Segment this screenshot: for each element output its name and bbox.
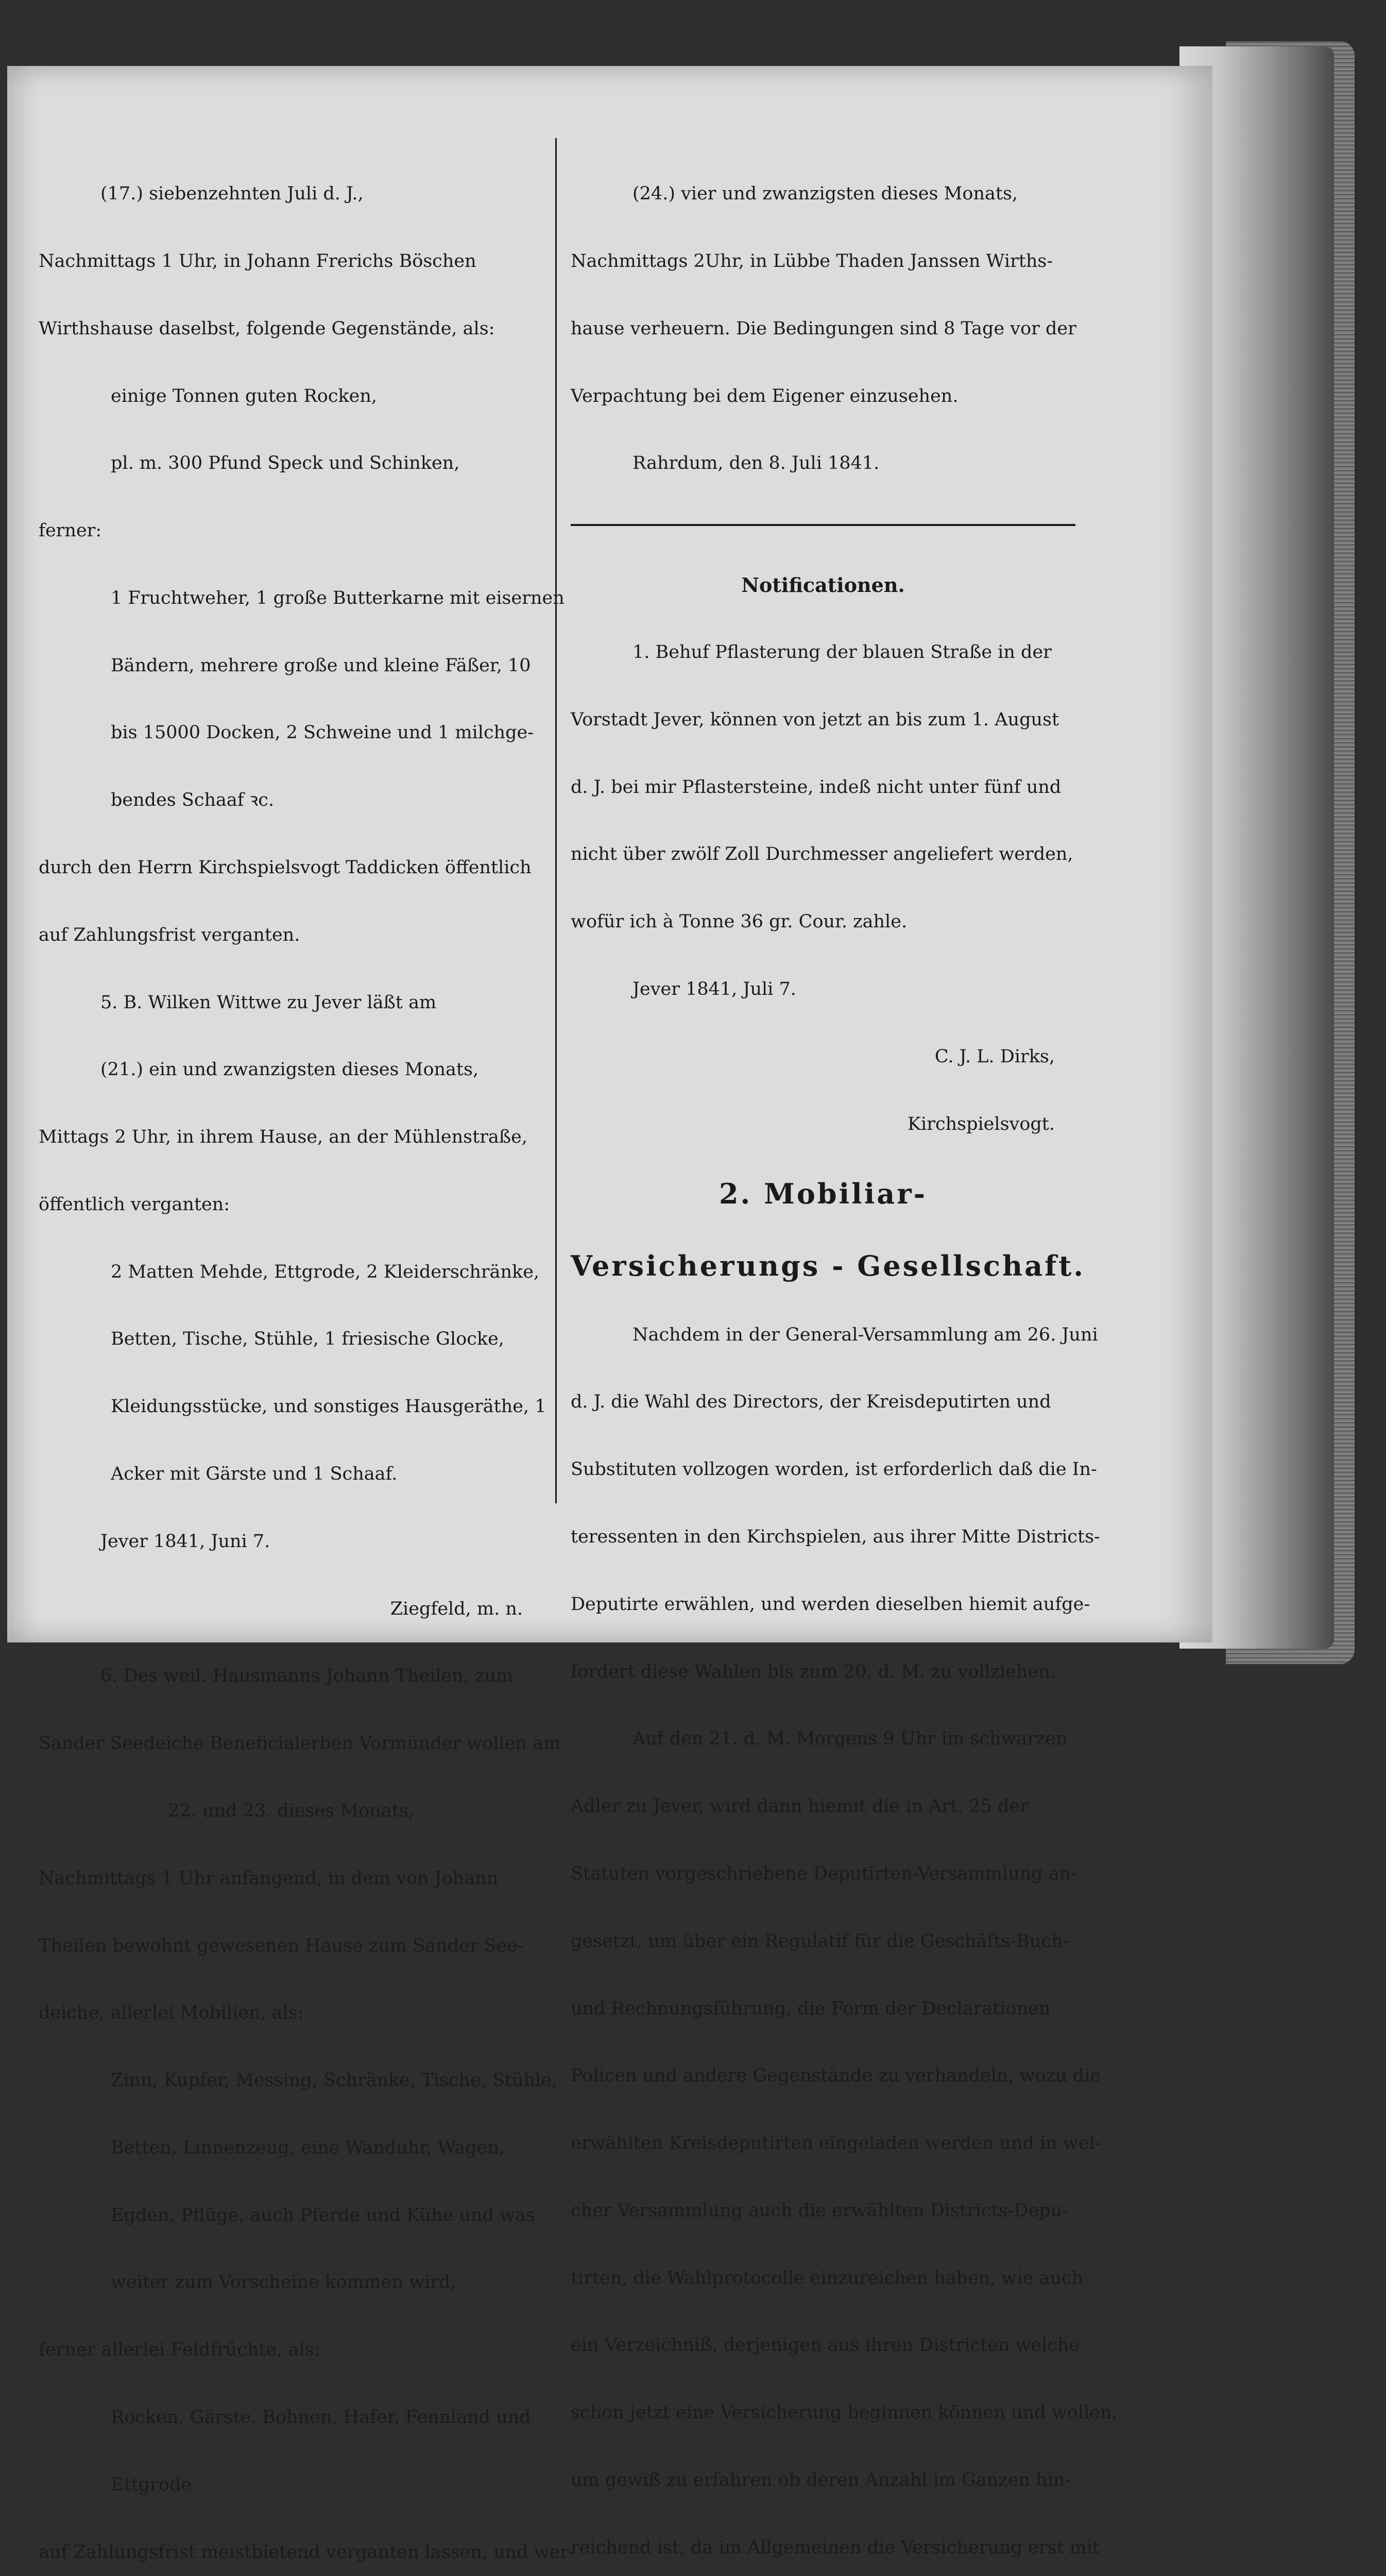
section-rule — [571, 524, 1075, 526]
text-line: auf Zahlungsfrist meistbietend verganten lassen, und wer- — [39, 2541, 575, 2563]
text-line: d. J. bei mir Pflastersteine, indeß nicht unter fünf und — [571, 776, 1062, 798]
text-line: tirten, die Wahlprotocolle einzureichen haben, wie auch — [571, 2267, 1084, 2289]
left-column — [39, 138, 575, 2576]
text-line: Substituten vollzogen worden, ist erforderlich daß die In- — [571, 1459, 1097, 1480]
text-line: Acker mit Gärste und 1 Schaaf. — [111, 1464, 398, 1485]
text-line: Jever 1841, Juni 7. — [100, 1531, 270, 1552]
text-line: wofür ich à Tonne 36 gr. Cour. zahle. — [571, 911, 908, 933]
text-line: Verpachtung bei dem Eigener einzusehen. — [571, 385, 959, 406]
text-line: 1. Behuf Pflasterung der blauen Straße in der — [632, 642, 1052, 663]
text-line: deiche, allerlei Mobilien, als: — [39, 2003, 304, 2024]
text-line: weiter zum Vorscheine kommen wird, — [111, 2272, 456, 2293]
text-line: 1 Fruchtweher, 1 große Butterkarne mit eisernen — [111, 587, 564, 608]
text-line: durch den Herrn Kirchspielsvogt Taddicken öffentlich — [39, 857, 532, 878]
text-line: Wirthshause daselbst, folgende Gegenstände, als: — [39, 318, 495, 339]
text-line: (24.) vier und zwanzigsten dieses Monats, — [632, 183, 1018, 205]
text-line: nicht über zwölf Zoll Durchmesser angeliefert werden, — [571, 844, 1073, 865]
text-line: Betten, Tische, Stühle, 1 friesische Glocke, — [111, 1329, 504, 1350]
text-line: Betten, Linnenzeug, eine Wanduhr, Wagen, — [111, 2137, 505, 2158]
text-line: 5. B. Wilken Wittwe zu Jever läßt am — [100, 992, 437, 1013]
text-line: Adler zu Jever, wird dann hiemit die in Art. 25 der — [571, 1796, 1029, 1817]
text-line: Rahrdum, den 8. Juli 1841. — [632, 453, 880, 474]
company-heading: Versicherungs - Gesellschaft. — [571, 1249, 1086, 1282]
text-line: Ettgrode — [111, 2474, 192, 2495]
text-line: Theilen bewohnt gewesenen Hause zum Sander See- — [39, 1935, 524, 1956]
text-line: Nachmittags 1 Uhr anfangend, in dem von Johann — [39, 1868, 499, 1889]
text-line: Nachmittags 2Uhr, in Lübbe Thaden Janssen Wirths- — [571, 250, 1053, 272]
text-line: teressenten in den Kirchspielen, aus ihrer Mitte Districts- — [571, 1527, 1100, 1548]
text-line: cher Versammlung auch die erwählten Districts-Depu- — [571, 2200, 1069, 2221]
column-divider — [555, 138, 557, 1503]
text-line: Deputirte erwählen, und werden dieselben hiemit aufge- — [571, 1594, 1090, 1615]
signature-line: Kirchspielsvogt. — [907, 1113, 1055, 1134]
text-line: gesetzt, um über ein Regulatif für die Geschäfts-Buch- — [571, 1930, 1069, 1952]
text-line: erwählten Kreisdeputirten eingeladen werden und in wel- — [571, 2133, 1101, 2154]
text-line: um gewiß zu erfahren ob deren Anzahl im Ganzen hin- — [571, 2469, 1071, 2490]
text-line: Statuten vorgeschriebene Deputirten-Versammlung an- — [571, 1863, 1077, 1884]
text-line: Kleidungsstücke, und sonstiges Hausgeräthe, 1 — [111, 1396, 546, 1417]
text-line: einige Tonnen guten Rocken, — [111, 385, 378, 406]
text-line: auf Zahlungsfrist verganten. — [39, 924, 300, 945]
text-line: ein Verzeichniß, derjenigen aus ihren Districten welche — [571, 2335, 1080, 2356]
text-line: Vorstadt Jever, können von jetzt an bis zum 1. August — [571, 709, 1059, 730]
text-line: Mittags 2 Uhr, in ihrem Hause, an der Mühlenstraße, — [39, 1127, 528, 1148]
text-line: ferner allerlei Feldfrüchte, als: — [39, 2340, 320, 2361]
text-line: bendes Schaaf ꝛc. — [111, 790, 275, 811]
text-line: und Rechnungsführung, die Form der Declarationen — [571, 1998, 1051, 2019]
signature-line: Ziegfeld, m. n. — [390, 1598, 523, 1619]
text-line: öffentlich verganten: — [39, 1194, 230, 1215]
text-line: (21.) ein und zwanzigsten dieses Monats, — [100, 1059, 479, 1080]
text-line: Rocken, Gärste, Bohnen, Hafer, Fennland und — [111, 2406, 531, 2428]
text-line: bis 15000 Docken, 2 Schweine und 1 milchge- — [111, 722, 534, 743]
text-line: Nachmittags 1 Uhr, in Johann Frerichs Böschen — [39, 250, 476, 272]
text-line: Auf den 21. d. M. Morgens 9 Uhr im schwarzen — [632, 1728, 1068, 1750]
text-line: hause verheuern. Die Bedingungen sind 8 Tage vor der — [571, 318, 1076, 339]
text-line: Sander Seedeiche Beneficialerben Vormünder wollen am — [39, 1733, 561, 1754]
section-heading: Notificationen. — [741, 573, 905, 597]
text-line: reichend ist, da im Allgemeinen die Versicherung erst mit — [571, 2537, 1100, 2558]
text-line: (17.) siebenzehnten Juli d. J., — [100, 183, 364, 205]
signature-line: C. J. L. Dirks, — [934, 1046, 1055, 1067]
text-line: Jever 1841, Juli 7. — [632, 978, 796, 999]
text-line: 2 Matten Mehde, Ettgrode, 2 Kleiderschränke, — [111, 1261, 540, 1282]
text-line: Zinn, Kupfer, Messing, Schränke, Tische, Stühle, — [111, 2070, 558, 2091]
right-column — [571, 138, 1118, 2576]
text-line: 6. Des weil. Hausmanns Johann Theilen, zum — [100, 1666, 514, 1687]
text-line: Policen und andere Gegenstände zu verhandeln, wozu die — [571, 2065, 1101, 2087]
text-line: Bändern, mehrere große und kleine Fäßer, 10 — [111, 655, 531, 676]
text-line: schon jetzt eine Versicherung beginnen können und wollen, — [571, 2402, 1118, 2424]
text-line: d. J. die Wahl des Directors, der Kreisdeputirten und — [571, 1392, 1051, 1413]
text-line: fordert diese Wahlen bis zum 20. d. M. zu vollziehen. — [571, 1661, 1056, 1682]
text-line: ferner: — [39, 520, 102, 541]
text-line: Nachdem in der General-Versammlung am 26. Juni — [632, 1324, 1098, 1345]
text-line: Egden, Pflüge, auch Pferde und Kühe und was — [111, 2205, 535, 2226]
text-line: pl. m. 300 Pfund Speck und Schinken, — [111, 453, 460, 474]
company-heading: 2. Mobiliar- — [718, 1177, 928, 1211]
text-line: 22. und 23. dieses Monats, — [168, 1800, 414, 1821]
